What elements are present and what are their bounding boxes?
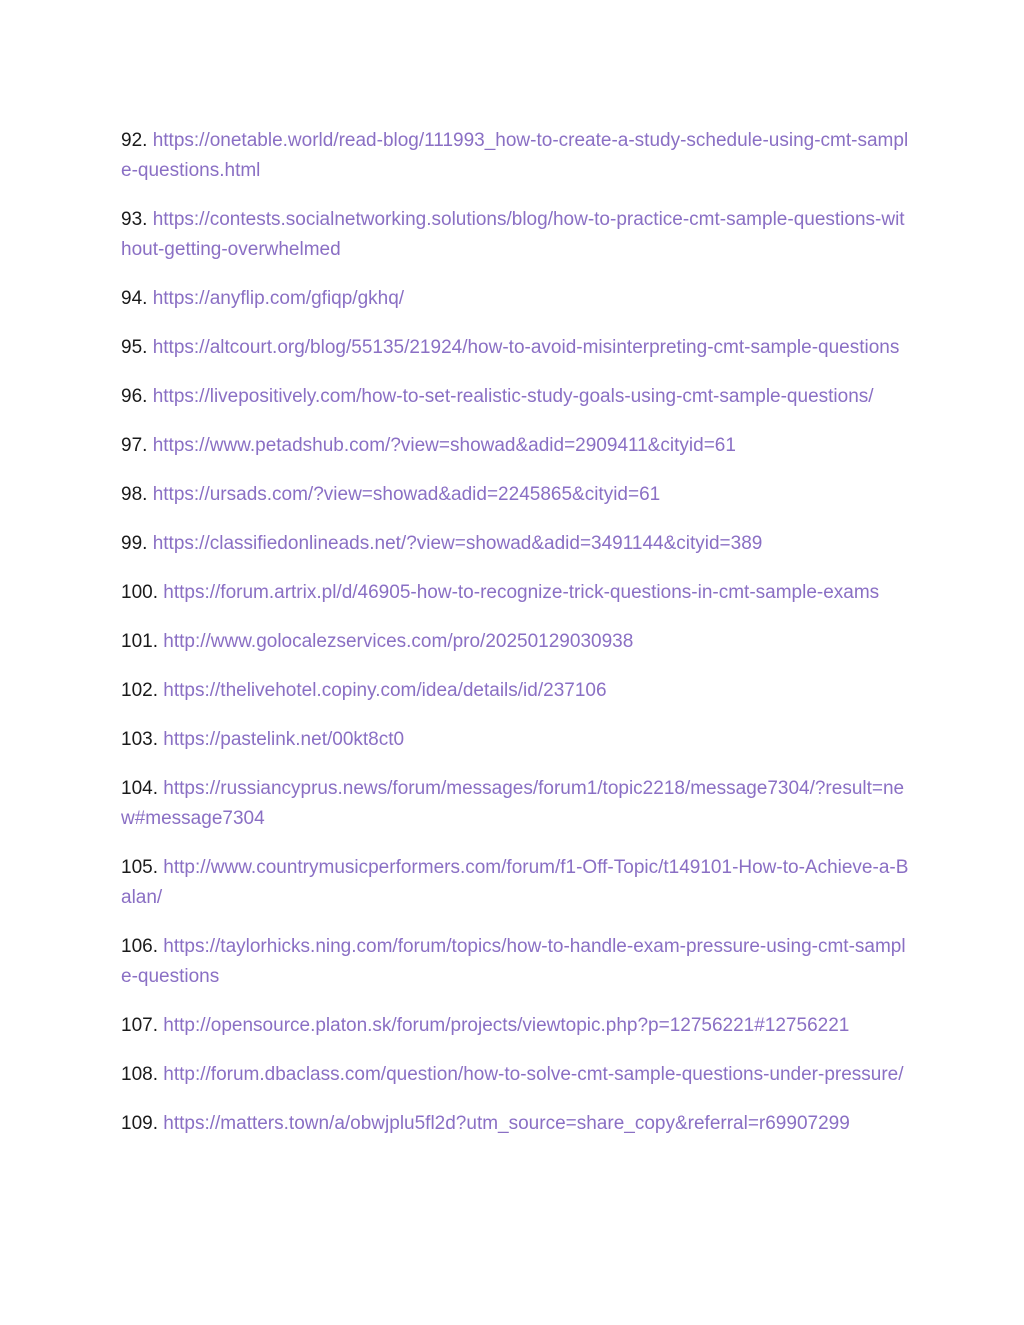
item-number: 97. — [121, 435, 148, 456]
item-number: 106. — [121, 936, 158, 957]
item-number: 92. — [121, 130, 148, 151]
list-item — [121, 578, 911, 608]
item-link[interactable]: http://forum.dbaclass.com/question/how-to-solve-cmt-sample-questions-under-pressure/ — [163, 1064, 904, 1085]
item-number: 108. — [121, 1064, 158, 1085]
list-item — [121, 382, 911, 412]
list-item — [121, 205, 911, 265]
item-number: 100. — [121, 582, 158, 603]
item-number: 93. — [121, 209, 148, 230]
list-item — [121, 284, 911, 314]
item-link[interactable]: https://anyflip.com/gfiqp/gkhq/ — [152, 288, 405, 309]
list-item — [121, 431, 911, 461]
list-item — [121, 126, 911, 186]
item-number: 95. — [121, 337, 148, 358]
list-item — [121, 1109, 911, 1139]
list-item — [121, 480, 911, 510]
item-link[interactable]: https://classifiedonlineads.net/?view=showad&adid=3491144&cityid=389 — [152, 533, 763, 554]
list-item — [121, 1060, 911, 1090]
item-link[interactable]: https://matters.town/a/obwjplu5fl2d?utm_source=share_copy&referral=r69907299 — [163, 1113, 850, 1134]
item-number: 99. — [121, 533, 148, 554]
item-link[interactable]: https://altcourt.org/blog/55135/21924/how-to-avoid-misinterpreting-cmt-sample-questions — [152, 337, 900, 358]
item-link[interactable]: https://onetable.world/read-blog/111993_how-to-create-a-study-schedule-using-cmt-sample-questions.html — [121, 130, 909, 181]
list-item — [121, 529, 911, 559]
item-link[interactable]: https://contests.socialnetworking.solutions/blog/how-to-practice-cmt-sample-questions-without-getting-overwhelmed — [121, 209, 905, 260]
item-link[interactable]: https://taylorhicks.ning.com/forum/topics/how-to-handle-exam-pressure-using-cmt-sample-questions — [121, 936, 906, 987]
link-list — [121, 126, 911, 1158]
item-link[interactable]: https://www.petadshub.com/?view=showad&adid=2909411&cityid=61 — [152, 435, 736, 456]
item-link[interactable]: https://ursads.com/?view=showad&adid=2245865&cityid=61 — [152, 484, 661, 505]
item-number: 107. — [121, 1015, 158, 1036]
item-link[interactable]: http://www.golocalezservices.com/pro/20250129030938 — [163, 631, 634, 652]
list-item — [121, 333, 911, 363]
item-number: 105. — [121, 857, 158, 878]
item-link[interactable]: https://forum.artrix.pl/d/46905-how-to-recognize-trick-questions-in-cmt-sample-exams — [163, 582, 880, 603]
item-number: 104. — [121, 778, 158, 799]
item-number: 101. — [121, 631, 158, 652]
item-number: 109. — [121, 1113, 158, 1134]
item-link[interactable]: https://livepositively.com/how-to-set-realistic-study-goals-using-cmt-sample-questions/ — [152, 386, 874, 407]
list-item — [121, 676, 911, 706]
item-link[interactable]: https://thelivehotel.copiny.com/idea/details/id/237106 — [163, 680, 607, 701]
list-item — [121, 1011, 911, 1041]
list-item — [121, 725, 911, 755]
item-link[interactable]: http://opensource.platon.sk/forum/projects/viewtopic.php?p=12756221#12756221 — [163, 1015, 850, 1036]
item-link[interactable]: https://russiancyprus.news/forum/messages/forum1/topic2218/message7304/?result=new#message7304 — [121, 778, 905, 829]
item-number: 94. — [121, 288, 148, 309]
list-item — [121, 627, 911, 657]
item-link[interactable]: https://pastelink.net/00kt8ct0 — [163, 729, 405, 750]
item-number: 103. — [121, 729, 158, 750]
item-number: 102. — [121, 680, 158, 701]
item-number: 98. — [121, 484, 148, 505]
list-item — [121, 774, 911, 834]
item-number: 96. — [121, 386, 148, 407]
list-item — [121, 853, 911, 913]
list-item — [121, 932, 911, 992]
item-link[interactable]: http://www.countrymusicperformers.com/forum/f1-Off-Topic/t149101-How-to-Achieve-a-Balan/ — [121, 857, 909, 908]
